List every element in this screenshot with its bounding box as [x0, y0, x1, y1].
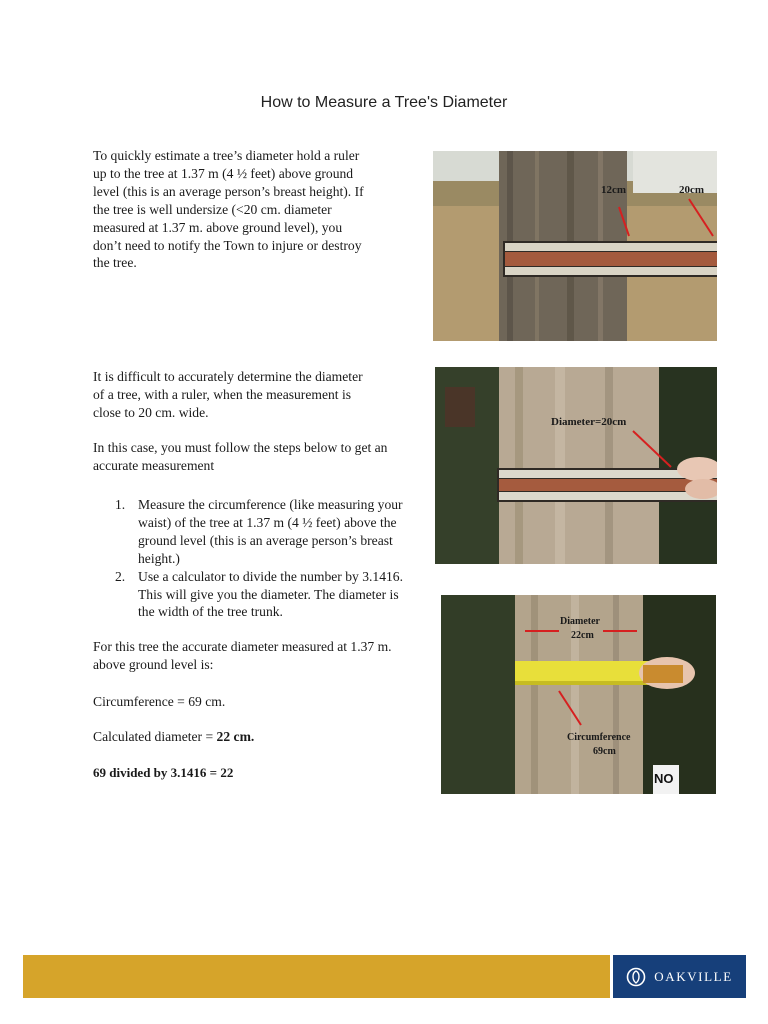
circumference-line: Circumference = 69 cm.	[93, 694, 226, 709]
photo1-label-20cm: 20cm	[679, 184, 705, 196]
list-item	[93, 568, 413, 622]
intro-paragraph: To quickly estimate a tree’s diameter hold a ruler up to the tree at 1.37 m (4 ½ feet) above ground level (this is an average person’s breast height). If the tree is well undersize (<20 cm. diameter measured at 1.37 m. above ground level), you don’t need to notify the Town to injure or destroy the tree.	[93, 148, 364, 271]
oakville-logo	[613, 955, 746, 998]
calculated-value: 22 cm.	[216, 729, 255, 744]
follow-steps-paragraph: In this case, you must follow the steps below to get an accurate measurement	[93, 440, 388, 473]
steps-list	[93, 496, 413, 621]
step-number: 1.	[115, 497, 126, 512]
photo3-circumference-label: Circumference	[567, 732, 631, 743]
ruler-estimate-photo	[433, 151, 717, 341]
tape-circumference-photo	[441, 595, 716, 794]
accurate-paragraph: For this tree the accurate diameter measured at 1.37 m. above ground level is:	[93, 639, 392, 672]
logo-text: OAKVILLE	[654, 968, 733, 984]
step-text: Measure the circumference (like measuring your waist) of the tree at 1.37 m (4 ½ feet) above the ground level (this is an average person’s breast height.)	[138, 497, 403, 566]
photo3-sign-text: NO	[654, 771, 674, 786]
list-item	[93, 496, 413, 568]
step-text: Use a calculator to divide the number by 3.1416. This will give you the diameter. The diameter is the width of the tree trunk.	[138, 568, 404, 620]
ruler-diameter-photo	[435, 367, 717, 564]
photo3-diameter-value: 22cm	[571, 630, 594, 641]
calculated-diameter-line	[93, 728, 368, 746]
calculated-label: Calculated diameter =	[93, 729, 217, 744]
oak-leaf-icon	[626, 967, 646, 987]
photo2-diameter-label: Diameter=20cm	[551, 416, 627, 428]
division-line: 69 divided by 3.1416 = 22	[93, 765, 234, 780]
difficulty-paragraph: It is difficult to accurately determine the diameter of a tree, with a ruler, when the measurement is close to 20 cm. wide.	[93, 369, 363, 420]
photo1-label-12cm: 12cm	[601, 184, 627, 196]
page-title: How to Measure a Tree's Diameter	[260, 94, 508, 111]
photo3-circumference-value: 69cm	[593, 746, 616, 757]
footer-bar	[23, 955, 610, 998]
step-number: 2.	[115, 568, 126, 584]
photo3-diameter-label: Diameter	[560, 616, 600, 627]
